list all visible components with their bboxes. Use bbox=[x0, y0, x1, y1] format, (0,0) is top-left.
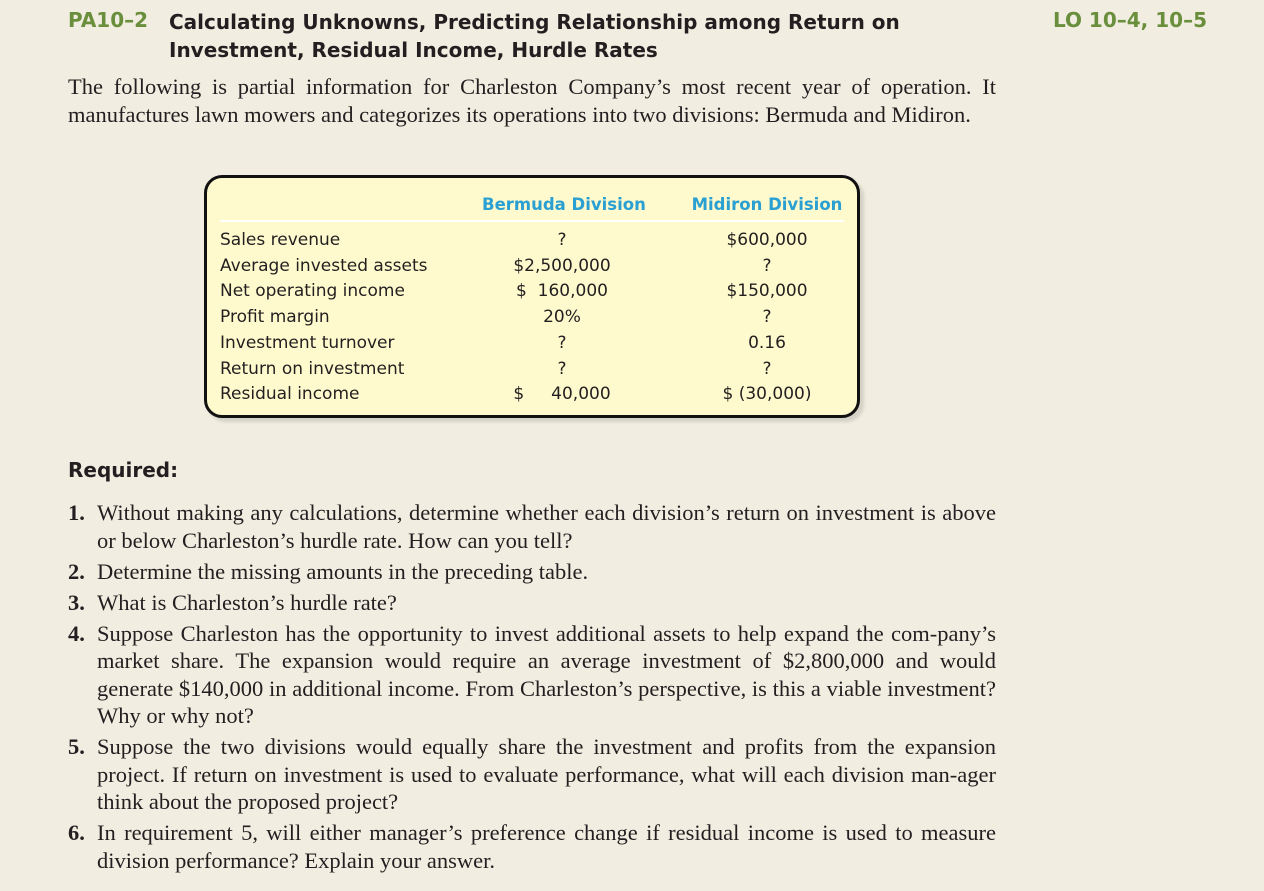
column-header-midiron: Midiron Division bbox=[691, 195, 843, 214]
table-row bbox=[207, 384, 857, 409]
midiron-value: ? bbox=[762, 256, 772, 276]
list-item bbox=[68, 733, 996, 816]
midiron-value: ? bbox=[762, 307, 772, 327]
row-label: Return on investment bbox=[220, 359, 405, 379]
intro-paragraph: The following is partial information for Charleston Company’s most recent year of operation. It manufactures lawn mowers and categorizes its operations into two divisions: Bermuda and Midiron. bbox=[68, 74, 996, 127]
table-row bbox=[207, 256, 857, 281]
bermuda-value: ? bbox=[557, 333, 567, 353]
list-item bbox=[68, 558, 996, 586]
bermuda-value: $2,500,000 bbox=[513, 256, 611, 276]
problem-title: Calculating Unknowns, Predicting Relationship among Return on Investment, Residual Income, Hurdle Rates bbox=[169, 10, 900, 62]
row-label: Investment turnover bbox=[220, 333, 395, 353]
problem-code: PA10–2 bbox=[68, 8, 149, 32]
midiron-value: ? bbox=[762, 359, 772, 379]
list-item bbox=[68, 819, 996, 874]
table-row bbox=[207, 281, 857, 306]
item-number: 6. bbox=[68, 820, 85, 845]
requirements-list bbox=[68, 499, 996, 878]
item-number: 2. bbox=[68, 558, 85, 584]
table-row bbox=[207, 230, 857, 255]
table-row bbox=[207, 359, 857, 384]
item-text: Suppose the two divisions would equally share the investment and profits from the expansion project. If return on investment is used to evaluate performance, what will each division man-ager think about the proposed project? bbox=[97, 734, 996, 814]
bermuda-value: ? bbox=[557, 230, 567, 250]
item-text: Determine the missing amounts in the preceding table. bbox=[97, 558, 589, 584]
midiron-value: $600,000 bbox=[726, 230, 808, 250]
bermuda-value: 20% bbox=[543, 307, 581, 327]
item-text: In requirement 5, will either manager’s preference change if residual income is used to measure division performance? Explain your answer. bbox=[97, 820, 996, 873]
row-label: Profit margin bbox=[220, 307, 330, 327]
required-heading: Required: bbox=[68, 458, 179, 482]
row-label: Sales revenue bbox=[220, 230, 341, 250]
bermuda-value: $ 40,000 bbox=[513, 384, 611, 404]
midiron-value: $ (30,000) bbox=[722, 384, 812, 404]
item-text: What is Charleston’s hurdle rate? bbox=[97, 589, 397, 615]
row-label: Net operating income bbox=[220, 281, 405, 301]
list-item bbox=[68, 589, 996, 617]
midiron-value: $150,000 bbox=[726, 281, 808, 301]
learning-objectives: LO 10–4, 10–5 bbox=[1052, 8, 1207, 32]
item-text: Without making any calculations, determine whether each division’s return on investment is above or below Charleston’s hurdle rate. How can you tell? bbox=[97, 500, 996, 553]
bermuda-value: $ 160,000 bbox=[516, 281, 608, 301]
item-number: 1. bbox=[68, 500, 85, 525]
item-number: 5. bbox=[68, 734, 85, 759]
bermuda-value: ? bbox=[557, 359, 567, 379]
column-header-bermuda: Bermuda Division bbox=[482, 195, 646, 214]
list-item bbox=[68, 620, 996, 730]
division-data-table bbox=[204, 175, 860, 418]
table-row bbox=[207, 307, 857, 332]
row-label: Residual income bbox=[220, 384, 360, 404]
header-divider bbox=[220, 220, 844, 222]
item-number: 4. bbox=[68, 620, 85, 646]
midiron-value: 0.16 bbox=[748, 333, 786, 353]
row-label: Average invested assets bbox=[220, 256, 428, 276]
list-item bbox=[68, 499, 996, 554]
item-number: 3. bbox=[68, 589, 85, 615]
table-row bbox=[207, 333, 857, 358]
item-text: Suppose Charleston has the opportunity to invest additional assets to help expand the com-pany’s market share. The expansion would require an average investment of $2,800,000 and would generate $140,000 in additional income. From Charleston’s perspective, is this a viable investment? Why or why not? bbox=[97, 620, 996, 728]
